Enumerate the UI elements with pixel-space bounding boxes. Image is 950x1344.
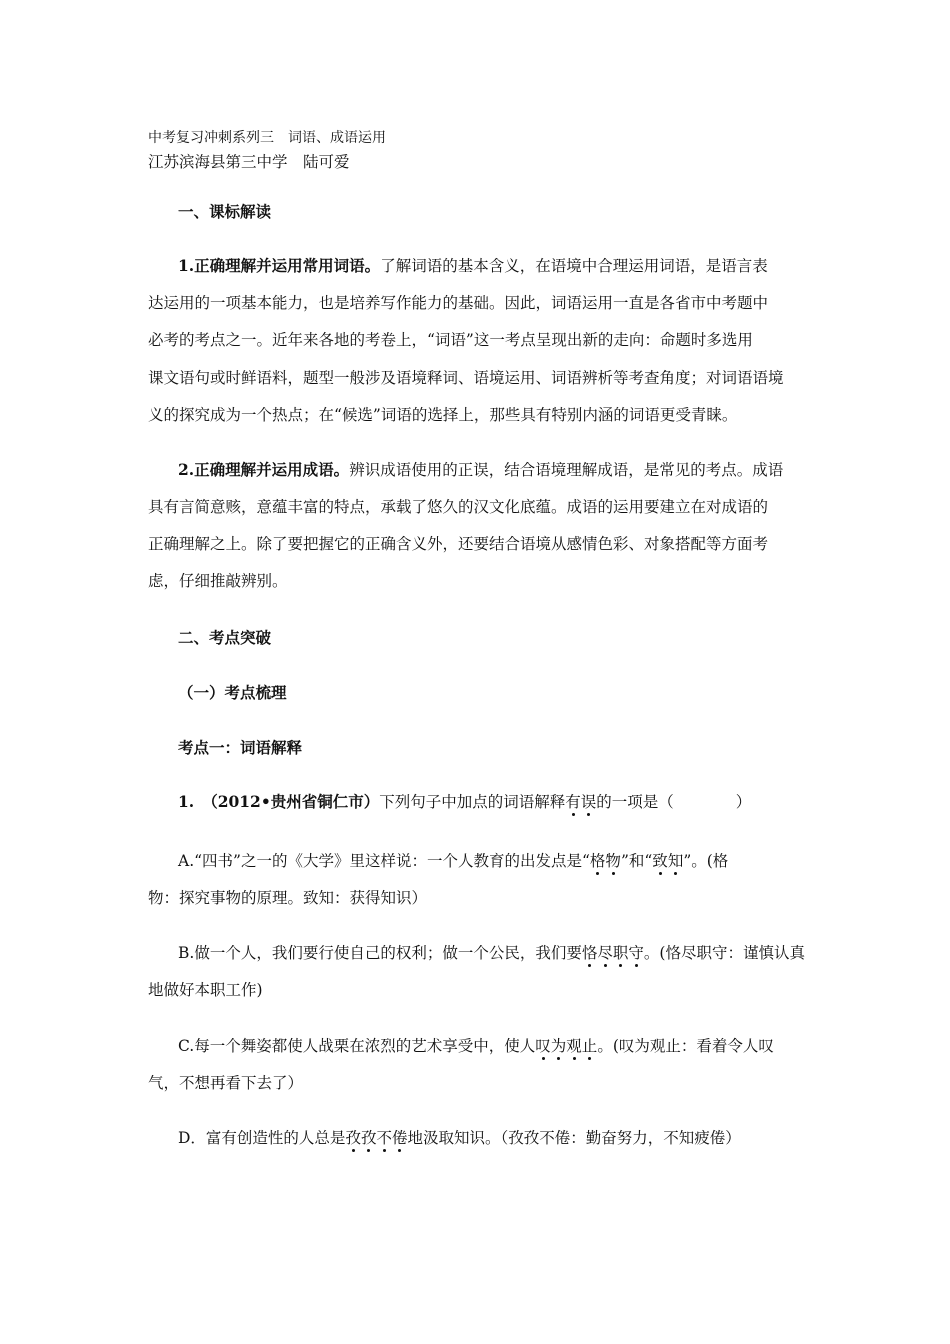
author-line: 江苏滨海县第三中学 陆可爱 xyxy=(148,153,350,171)
option-d-note: 地汲取知识。（孜孜不倦：勤奋努力，不知疲倦） xyxy=(407,1129,741,1147)
series-title: 中考复习冲刺系列三 词语、成语运用 xyxy=(148,130,386,146)
option-a-mid: ”和“ xyxy=(620,852,653,870)
option-b-line-2: 地做好本职工作) xyxy=(148,981,263,999)
paragraph-1-lead: 1.正确理解并运用常用词语。 xyxy=(178,256,381,275)
option-b-text: B.做一个人，我们要行使自己的权利；做一个公民，我们要 xyxy=(178,944,582,962)
option-a-line-2: 物：探究事物的原理。致知：获得知识） xyxy=(148,889,428,907)
emphasis-char: 物 xyxy=(605,852,621,870)
paragraph-2-lead: 2.正确理解并运用成语。 xyxy=(178,460,350,479)
paragraph-2-line-3: 正确理解之上。除了要把握它的正确含义外，还要结合语境从感情色彩、对象搭配等方面考 xyxy=(148,535,769,553)
option-c-note: 。(叹为观止：看着令人叹 xyxy=(597,1037,774,1055)
emphasis-char: 倦 xyxy=(391,1129,408,1147)
paragraph-1-line-5: 义的探究成为一个热点；在“候选”词语的选择上，那些具有特别内涵的词语更受青睐。 xyxy=(148,406,738,424)
emphasis-char: 不 xyxy=(376,1129,392,1147)
section-heading-1: 一、课标解读 xyxy=(178,202,272,221)
emphasis-char: 职 xyxy=(612,944,629,962)
question-number: 1. xyxy=(178,792,195,811)
emphasis-char: 恪 xyxy=(581,944,598,962)
paragraph-1-text: 了解词语的基本含义，在语境中合理运用词语，是语言表 xyxy=(380,257,768,275)
option-c-text: C.每一个舞姿都使人战栗在浓烈的艺术享受中，使人 xyxy=(178,1037,536,1055)
emphasis-char: 为 xyxy=(550,1037,567,1055)
option-b-note: 。(恪尽职守：谨慎认真 xyxy=(643,944,805,962)
emphasis-char: 格 xyxy=(589,852,606,870)
emphasis-char: 守 xyxy=(628,944,644,962)
emphasis-char: 孜 xyxy=(360,1129,377,1147)
emphasis-char: 止 xyxy=(581,1037,598,1055)
sub-heading: （一）考点梳理 xyxy=(178,683,287,702)
option-b-line-1 xyxy=(178,943,805,963)
paragraph-1-line-3: 必考的考点之一。近年来各地的考卷上，“词语”这一考点呈现出新的走向：命题时多选用 xyxy=(148,331,753,349)
paragraph-2-line-1 xyxy=(178,460,783,480)
option-a-line-1 xyxy=(178,851,728,871)
option-c-line-2: 气，不想再看下去了） xyxy=(148,1074,304,1092)
emphasis-char: 孜 xyxy=(345,1129,361,1147)
point-heading: 考点一：词语解释 xyxy=(178,738,303,757)
option-d-line-1 xyxy=(178,1128,741,1148)
question-stem: 下列句子中加点的词语解释 xyxy=(379,793,566,811)
emphasis-char: 致 xyxy=(652,852,668,870)
paragraph-2-line-4: 虑，仔细推敲辨别。 xyxy=(148,572,288,590)
emphasis-char: 观 xyxy=(566,1037,582,1055)
emphasis-char: 尽 xyxy=(597,944,613,962)
question-source: （2012•贵州省铜仁市） xyxy=(202,792,380,811)
question-1 xyxy=(178,792,751,812)
paragraph-1-line-4: 课文语句或时鲜语料，题型一般涉及语境释词、语境运用、词语辨析等考查角度；对词语语境 xyxy=(148,369,784,387)
option-d-text: D．富有创造性的人总是 xyxy=(178,1129,346,1147)
emphasis-char: 有 xyxy=(565,793,581,811)
emphasis-char: 误 xyxy=(580,793,597,811)
paragraph-2-line-2: 具有言简意赅，意蕴丰富的特点，承载了悠久的汉文化底蕴。成语的运用要建立在对成语的 xyxy=(148,498,769,516)
question-stem-end: 的一项是（ ） xyxy=(596,793,752,811)
paragraph-1-line-1 xyxy=(178,256,768,276)
section-heading-2: 二、考点突破 xyxy=(178,628,272,647)
emphasis-char: 知 xyxy=(667,852,684,870)
option-a-note: ”。(格 xyxy=(683,852,729,870)
option-a-text: A.“四书”之一的《大学》里这样说：一个人教育的出发点是“ xyxy=(178,852,590,870)
option-c-line-1 xyxy=(178,1036,774,1056)
paragraph-2-text: 辨识成语使用的正误，结合语境理解成语，是常见的考点。成语 xyxy=(349,461,784,479)
emphasis-char: 叹 xyxy=(535,1037,551,1055)
paragraph-1-line-2: 达运用的一项基本能力，也是培养写作能力的基础。因此，词语运用一直是各省市中考题中 xyxy=(148,294,769,312)
